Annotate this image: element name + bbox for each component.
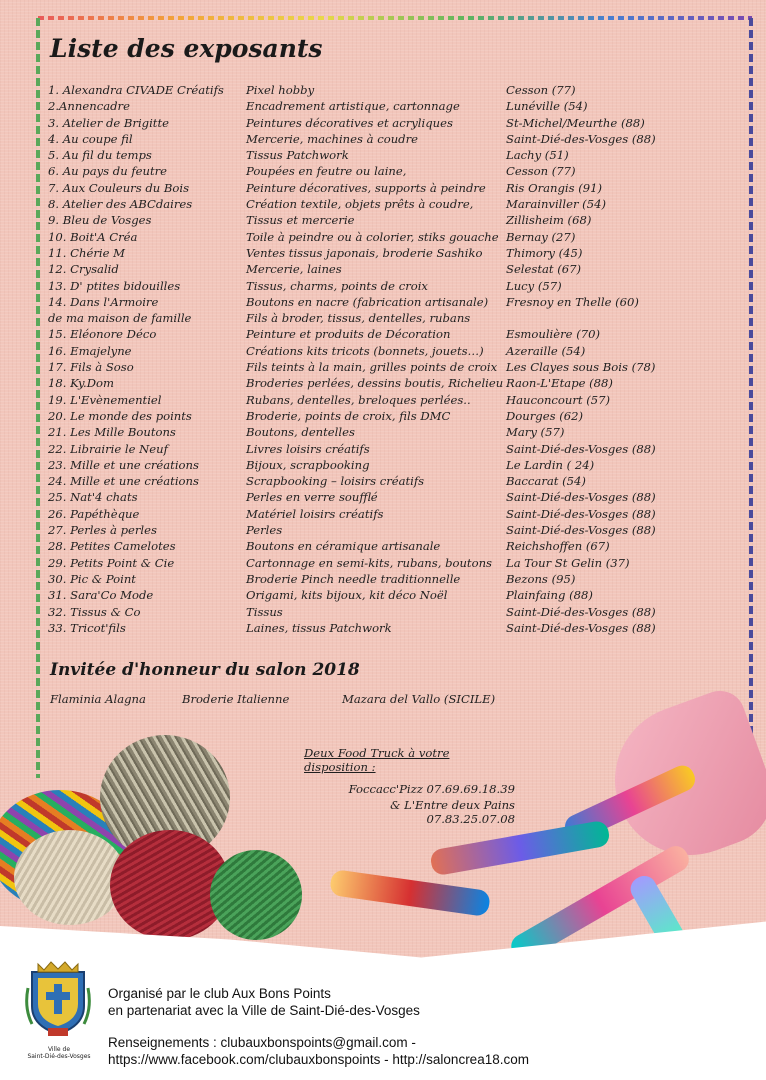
exhibitor-row — [48, 539, 698, 555]
exhibitor-row — [48, 425, 698, 441]
exhibitor-location: Saint-Dié-des-Vosges (88) — [506, 620, 656, 635]
exhibitor-specialty: Ventes tissus japonais, broderie Sashiko — [246, 245, 483, 260]
exhibitor-row — [48, 213, 698, 229]
exhibitor-location: Lachy (51) — [506, 148, 569, 163]
exhibitor-location: Saint-Dié-des-Vosges (88) — [506, 131, 656, 146]
exhibitor-location: Esmoulière (70) — [506, 327, 601, 342]
info-block — [108, 1034, 529, 1068]
exhibitor-specialty: Toile à peindre ou à colorier, stiks gouache — [246, 229, 499, 244]
exhibitor-specialty: Perles en verre soufflé — [246, 490, 378, 505]
organizer-block — [108, 985, 420, 1019]
exhibitor-specialty: Broderie Pinch needle traditionnelle — [246, 571, 461, 586]
exhibitor-name: 17. Fils à Soso — [48, 360, 134, 375]
exhibitor-row — [48, 376, 698, 392]
exhibitor-location: Raon-L'Etape (88) — [506, 376, 613, 391]
guest-name: Flaminia Alagna — [50, 692, 146, 706]
info-line-2: https://www.facebook.com/clubauxbonspoints - http://saloncrea18.com — [108, 1052, 529, 1067]
exhibitor-specialty: Peintures décoratives et acryliques — [246, 115, 453, 130]
exhibitor-row — [48, 490, 698, 506]
exhibitor-row — [48, 116, 698, 132]
exhibitor-row — [48, 132, 698, 148]
exhibitor-specialty: Tissus, charms, points de croix — [246, 278, 428, 293]
exhibitor-name: 4. Au coupe fil — [48, 131, 133, 146]
exhibitor-location: Hauconcourt (57) — [506, 392, 611, 407]
exhibitor-location: Saint-Dié-des-Vosges (88) — [506, 523, 656, 538]
exhibitor-row — [48, 393, 698, 409]
exhibitor-row — [48, 344, 698, 360]
exhibitor-location: Fresnoy en Thelle (60) — [506, 294, 639, 309]
food-line-2: & L'Entre deux Pains 07.83.25.07.08 — [390, 798, 515, 826]
exhibitor-location: Dourges (62) — [506, 408, 584, 423]
exhibitor-location: Saint-Dié-des-Vosges (88) — [506, 506, 656, 521]
exhibitor-specialty: Origami, kits bijoux, kit déco Noël — [246, 588, 448, 603]
exhibitor-name: 6. Au pays du feutre — [48, 164, 168, 179]
exhibitor-row — [48, 360, 698, 376]
exhibitor-specialty: Tissus Patchwork — [246, 148, 349, 163]
food-line-1: Foccacc'Pizz 07.69.69.18.39 — [348, 782, 515, 796]
exhibitor-name: 23. Mille et une créations — [48, 457, 199, 472]
exhibitor-row — [48, 327, 698, 343]
exhibitor-row — [48, 181, 698, 197]
exhibitor-name: 21. Les Mille Boutons — [48, 425, 176, 440]
exhibitor-location: Saint-Dié-des-Vosges (88) — [506, 441, 656, 456]
exhibitor-location: Zillisheim (68) — [506, 213, 592, 228]
exhibitor-location: Marainviller (54) — [506, 197, 606, 212]
exhibitor-name: 27. Perles à perles — [48, 523, 157, 538]
exhibitor-specialty: Fils teints à la main, grilles points de croix — [246, 360, 498, 375]
exhibitor-name: 14. Dans l'Armoire — [48, 294, 159, 309]
exhibitor-name: 24. Mille et une créations — [48, 474, 199, 489]
exhibitor-specialty: Rubans, dentelles, breloques perlées.. — [246, 392, 471, 407]
frame-right-border — [749, 18, 753, 778]
exhibitor-location: Saint-Dié-des-Vosges (88) — [506, 604, 656, 619]
frame-left-border — [36, 18, 40, 778]
exhibitor-specialty: Créations kits tricots (bonnets, jouets…) — [246, 343, 484, 358]
exhibitor-name: 1. Alexandra CIVADE Créatifs — [48, 83, 224, 97]
exhibitor-name: 22. Librairie le Neuf — [48, 441, 168, 456]
exhibitor-specialty: Boutons en nacre (fabrication artisanale) — [246, 294, 489, 309]
exhibitor-location: Cesson (77) — [506, 83, 576, 97]
exhibitor-row — [48, 311, 698, 327]
exhibitor-name: 29. Petits Point & Cie — [48, 555, 175, 570]
exhibitor-specialty: Broderies perlées, dessins boutis, Richelieu — [246, 376, 504, 391]
exhibitor-row — [48, 458, 698, 474]
exhibitor-name: 25. Nat'4 chats — [48, 490, 138, 505]
exhibitor-name: 20. Le monde des points — [48, 408, 192, 423]
guest-place: Mazara del Vallo (SICILE) — [342, 692, 496, 706]
exhibitor-location: Selestat (67) — [506, 262, 582, 277]
exhibitor-location: Azeraille (54) — [506, 343, 586, 358]
exhibitor-location: Bernay (27) — [506, 229, 576, 244]
exhibitor-name: 33. Tricot'fils — [48, 620, 126, 635]
exhibitor-row — [48, 148, 698, 164]
exhibitor-name: 10. Boit'A Créa — [48, 229, 138, 244]
exhibitor-location: Cesson (77) — [506, 164, 576, 179]
crest-caption — [22, 1046, 96, 1060]
exhibitor-specialty: Peinture décoratives, supports à peindre — [246, 180, 486, 195]
exhibitor-specialty: Mercerie, machines à coudre — [246, 131, 419, 146]
info-line-1: Renseignements : clubauxbonspoints@gmail.com - — [108, 1035, 416, 1050]
exhibitor-name: 8. Atelier des ABCdaires — [48, 197, 193, 212]
exhibitor-name: 12. Crysalid — [48, 262, 119, 277]
exhibitor-name: 19. L'Evènementiel — [48, 392, 162, 407]
guest-craft: Broderie Italienne — [182, 692, 290, 706]
exhibitor-name: 30. Pic & Point — [48, 571, 136, 586]
exhibitor-row — [48, 442, 698, 458]
exhibitor-specialty: Tissus — [246, 604, 283, 619]
exhibitor-row — [48, 572, 698, 588]
food-heading: Deux Food Truck à votre disposition : — [304, 746, 450, 774]
exhibitor-specialty: Pixel hobby — [246, 83, 315, 97]
exhibitor-location: La Tour St Gelin (37) — [506, 555, 630, 570]
crest-caption-line-1: Ville de — [47, 1046, 71, 1053]
exhibitor-specialty: Peinture et produits de Décoration — [246, 327, 451, 342]
exhibitor-row — [48, 409, 698, 425]
exhibitor-specialty: Laines, tissus Patchwork — [246, 620, 392, 635]
frame-top-border — [38, 16, 752, 20]
exhibitor-specialty: Encadrement artistique, cartonnage — [246, 99, 460, 114]
exhibitor-specialty: Poupées en feutre ou laine, — [246, 164, 407, 179]
exhibitor-row — [48, 262, 698, 278]
exhibitor-name: 18. Ky.Dom — [48, 376, 115, 391]
yarn-ball-cream-image — [14, 830, 126, 925]
exhibitor-specialty: Boutons, dentelles — [246, 425, 355, 440]
exhibitor-name: 26. Papéthèque — [48, 506, 140, 521]
exhibitor-location: Mary (57) — [506, 425, 565, 440]
exhibitor-row — [48, 556, 698, 572]
exhibitor-name: de ma maison de famille — [48, 311, 192, 326]
exhibitor-location: Thimory (45) — [506, 245, 583, 260]
food-truck-block — [300, 746, 515, 826]
exhibitor-location: Lucy (57) — [506, 278, 562, 293]
exhibitor-specialty: Fils à broder, tissus, dentelles, rubans — [246, 311, 471, 326]
organizer-line-1: Organisé par le club Aux Bons Points — [108, 986, 331, 1001]
exhibitor-specialty: Tissus et mercerie — [246, 213, 355, 228]
exhibitor-specialty: Broderie, points de croix, fils DMC — [246, 408, 451, 423]
crest-caption-line-2: Saint-Dié-des-Vosges — [27, 1053, 91, 1060]
exhibitor-location: Les Clayes sous Bois (78) — [506, 360, 656, 375]
exhibitor-specialty: Boutons en céramique artisanale — [246, 539, 441, 554]
organizer-line-2: en partenariat avec la Ville de Saint-Dié-des-Vosges — [108, 1003, 420, 1018]
exhibitor-location: St-Michel/Meurthe (88) — [506, 115, 645, 130]
exhibitor-row — [48, 230, 698, 246]
exhibitor-specialty: Bijoux, scrapbooking — [246, 457, 370, 472]
exhibitor-location: Plainfaing (88) — [506, 588, 593, 603]
exhibitor-row — [48, 99, 698, 115]
exhibitor-row — [48, 295, 698, 311]
exhibitor-list — [48, 83, 698, 637]
exhibitor-name: 16. Emajelyne — [48, 343, 132, 358]
exhibitor-name: 2.Annencadre — [48, 99, 130, 114]
exhibitor-specialty: Cartonnage en semi-kits, rubans, boutons — [246, 555, 492, 570]
exhibitor-specialty: Livres loisirs créatifs — [246, 441, 370, 456]
exhibitor-row — [48, 197, 698, 213]
exhibitor-row — [48, 164, 698, 180]
exhibitor-name: 15. Eléonore Déco — [48, 327, 157, 342]
exhibitor-name: 7. Aux Couleurs du Bois — [48, 180, 190, 195]
exhibitor-row — [48, 588, 698, 604]
city-crest-logo — [24, 958, 92, 1038]
exhibitor-row — [48, 279, 698, 295]
exhibitor-row — [48, 83, 698, 99]
exhibitor-name: 31. Sara'Co Mode — [48, 588, 154, 603]
exhibitor-specialty: Scrapbooking – loisirs créatifs — [246, 474, 425, 489]
exhibitor-specialty: Matériel loisirs créatifs — [246, 506, 384, 521]
exhibitor-row — [48, 621, 698, 637]
exhibitor-location: Le Lardin ( 24) — [506, 457, 595, 472]
exhibitor-name: 13. D' ptites bidouilles — [48, 278, 181, 293]
exhibitor-location: Baccarat (54) — [506, 474, 586, 489]
exhibitor-location: Lunéville (54) — [506, 99, 588, 114]
exhibitor-row — [48, 246, 698, 262]
page-title: Liste des exposants — [50, 34, 323, 63]
exhibitor-row — [48, 507, 698, 523]
exhibitor-location: Ris Orangis (91) — [506, 180, 603, 195]
exhibitor-name: 28. Petites Camelotes — [48, 539, 176, 554]
exhibitor-location: Bezons (95) — [506, 571, 576, 586]
exhibitor-row — [48, 605, 698, 621]
exhibitor-name: 5. Au fil du temps — [48, 148, 152, 163]
exhibitor-location: Reichshoffen (67) — [506, 539, 610, 554]
yarn-ball-green-image — [210, 850, 302, 940]
exhibitor-name: 9. Bleu de Vosges — [48, 213, 152, 228]
exhibitor-specialty: Mercerie, laines — [246, 262, 342, 277]
exhibitor-name: 11. Chérie M — [48, 245, 125, 260]
exhibitor-specialty: Perles — [246, 523, 283, 538]
exhibitor-name: 32. Tissus & Co — [48, 604, 141, 619]
exhibitor-row — [48, 474, 698, 490]
exhibitor-specialty: Création textile, objets prêts à coudre, — [246, 197, 474, 212]
guest-title: Invitée d'honneur du salon 2018 — [50, 660, 360, 680]
exhibitor-row — [48, 523, 698, 539]
exhibitor-location: Saint-Dié-des-Vosges (88) — [506, 490, 656, 505]
exhibitor-name: 3. Atelier de Brigitte — [48, 115, 169, 130]
